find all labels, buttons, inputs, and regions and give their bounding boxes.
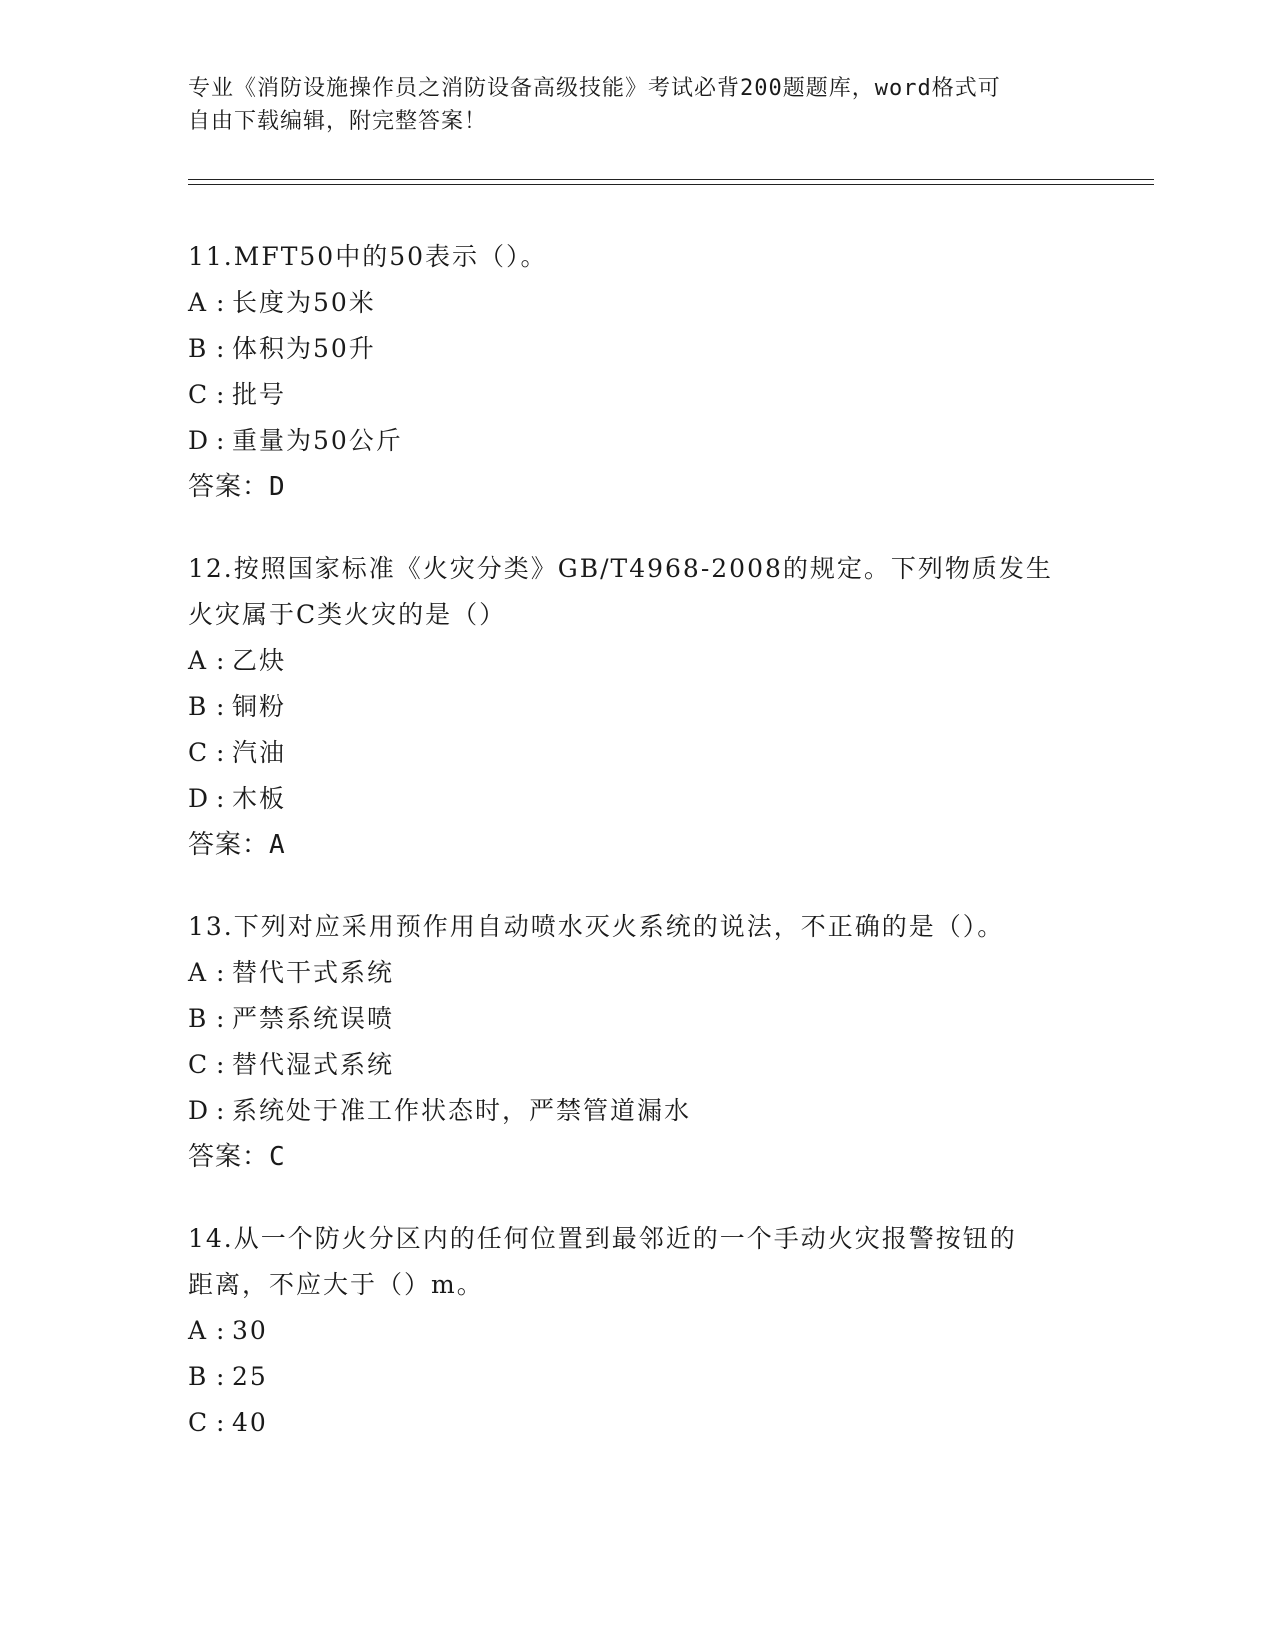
option-text: 木板 (232, 784, 287, 813)
option-text: 替代干式系统 (232, 958, 395, 987)
option-letter: B (188, 692, 209, 721)
answer-line: 答案：C (188, 1142, 286, 1172)
option-b: B : 严禁系统误喷 (188, 996, 1088, 1042)
option-text: 系统处于准工作状态时，严禁管道漏水 (232, 1096, 692, 1125)
option-text: 汽油 (232, 738, 287, 767)
option-letter: D (188, 426, 211, 455)
question-stem-line-2: 距离，不应大于（）m。 (188, 1270, 484, 1299)
question-stem-line-1: 14.从一个防火分区内的任何位置到最邻近的一个手动火灾报警按钮的 (188, 1224, 1017, 1253)
option-letter: A (188, 646, 209, 675)
option-letter: D (188, 784, 211, 813)
option-text: 严禁系统误喷 (232, 1004, 395, 1033)
option-letter: C (188, 380, 210, 409)
option-text: 铜粉 (232, 692, 287, 721)
option-text: 替代湿式系统 (232, 1050, 395, 1079)
option-letter: B (188, 1004, 209, 1033)
option-text: 乙炔 (232, 646, 287, 675)
option-letter: A (188, 288, 209, 317)
option-letter: D (188, 1096, 211, 1125)
header-line-2: 自由下载编辑，附完整答案！ (188, 109, 488, 134)
option-c: C : 汽油 (188, 730, 1088, 776)
question-stem: 11.MFT50中的50表示（）。 (188, 242, 548, 271)
option-text: 30 (232, 1316, 268, 1345)
option-d: D : 木板 (188, 776, 1088, 822)
document-header (188, 72, 1088, 138)
answer-line: 答案：A (188, 830, 286, 860)
option-text: 25 (232, 1362, 268, 1391)
option-text: 长度为50米 (232, 288, 376, 317)
option-letter: B (188, 334, 209, 363)
option-letter: C (188, 1408, 210, 1437)
option-b: B : 25 (188, 1354, 1088, 1400)
question-14 (188, 1216, 1088, 1446)
option-b: B : 体积为50升 (188, 326, 1088, 372)
option-letter: C (188, 1050, 210, 1079)
header-line-1: 专业《消防设施操作员之消防设备高级技能》考试必背200题题库，word格式可 (188, 76, 1001, 101)
header-divider-top (188, 179, 1154, 180)
option-c: C : 40 (188, 1400, 1088, 1446)
option-a: A : 长度为50米 (188, 280, 1088, 326)
question-stem-line-1: 12.按照国家标准《火灾分类》GB/T4968-2008的规定。下列物质发生 (188, 554, 1053, 583)
option-d: D : 重量为50公斤 (188, 418, 1088, 464)
question-11 (188, 234, 1088, 510)
option-text: 批号 (232, 380, 287, 409)
question-12 (188, 546, 1088, 868)
question-13 (188, 904, 1088, 1180)
option-letter: A (188, 958, 209, 987)
question-list (188, 234, 1088, 1482)
option-text: 体积为50升 (232, 334, 376, 363)
question-stem: 13.下列对应采用预作用自动喷水灭火系统的说法，不正确的是（）。 (188, 912, 1005, 941)
header-divider-bottom (188, 184, 1154, 185)
option-d: D : 系统处于准工作状态时，严禁管道漏水 (188, 1088, 1088, 1134)
option-c: C : 批号 (188, 372, 1088, 418)
option-letter: C (188, 738, 210, 767)
option-b: B : 铜粉 (188, 684, 1088, 730)
option-a: A : 替代干式系统 (188, 950, 1088, 996)
option-c: C : 替代湿式系统 (188, 1042, 1088, 1088)
option-letter: A (188, 1316, 209, 1345)
option-a: A : 30 (188, 1308, 1088, 1354)
option-letter: B (188, 1362, 209, 1391)
option-text: 40 (232, 1408, 268, 1437)
question-stem-line-2: 火灾属于C类火灾的是（） (188, 600, 507, 629)
option-a: A : 乙炔 (188, 638, 1088, 684)
answer-line: 答案：D (188, 472, 286, 502)
option-text: 重量为50公斤 (232, 426, 403, 455)
